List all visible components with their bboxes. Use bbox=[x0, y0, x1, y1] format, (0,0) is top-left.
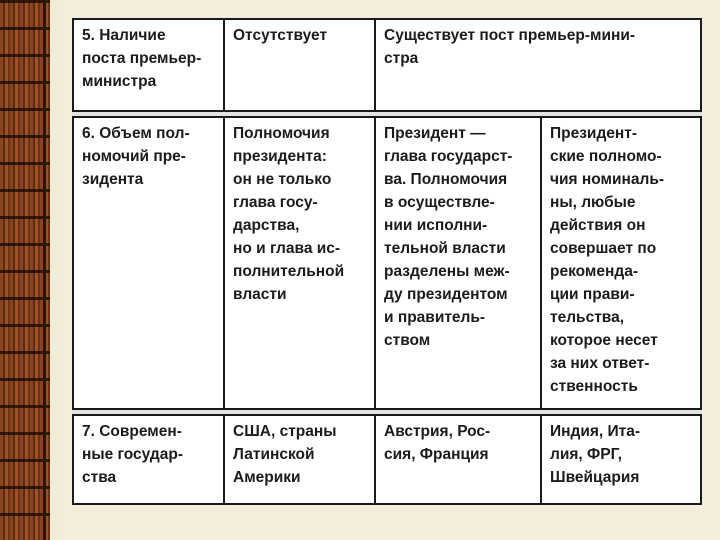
slide-content bbox=[58, 0, 720, 540]
row6-parliamentary-cell: Президент- ские полномо- чия номиналь- ны, любые действия он совершает по рекоменда- ции прави- тельства, которое несет за них ответ- ственность bbox=[540, 116, 702, 410]
row5-criterion-cell: 5. Наличие поста премьер- министра bbox=[72, 18, 225, 112]
row7-parliamentary-cell: Индия, Ита- лия, ФРГ, Швейцария bbox=[540, 414, 702, 505]
comparison-table bbox=[72, 18, 702, 505]
row7-mixed-cell: Австрия, Рос- сия, Франция bbox=[374, 414, 542, 505]
row6-mixed-cell: Президент — глава государст- ва. Полномочия в осуществле- нии исполни- тельной власти разделены меж- ду президентом и правитель- ством bbox=[374, 116, 542, 410]
row6-presidential-cell: Полномочия президента: он не только глава госу- дарства, но и глава ис- полнительной власти bbox=[223, 116, 376, 410]
row7-criterion-cell: 7. Современ- ные государ- ства bbox=[72, 414, 225, 505]
row5-mixed-parliamentary-cell: Существует пост премьер-мини- стра bbox=[374, 18, 702, 112]
row7-presidential-cell: США, страны Латинской Америки bbox=[223, 414, 376, 505]
decorative-border bbox=[0, 0, 50, 540]
row6-criterion-cell: 6. Объем пол- номочий пре- зидента bbox=[72, 116, 225, 410]
row5-presidential-cell: Отсутствует bbox=[223, 18, 376, 112]
